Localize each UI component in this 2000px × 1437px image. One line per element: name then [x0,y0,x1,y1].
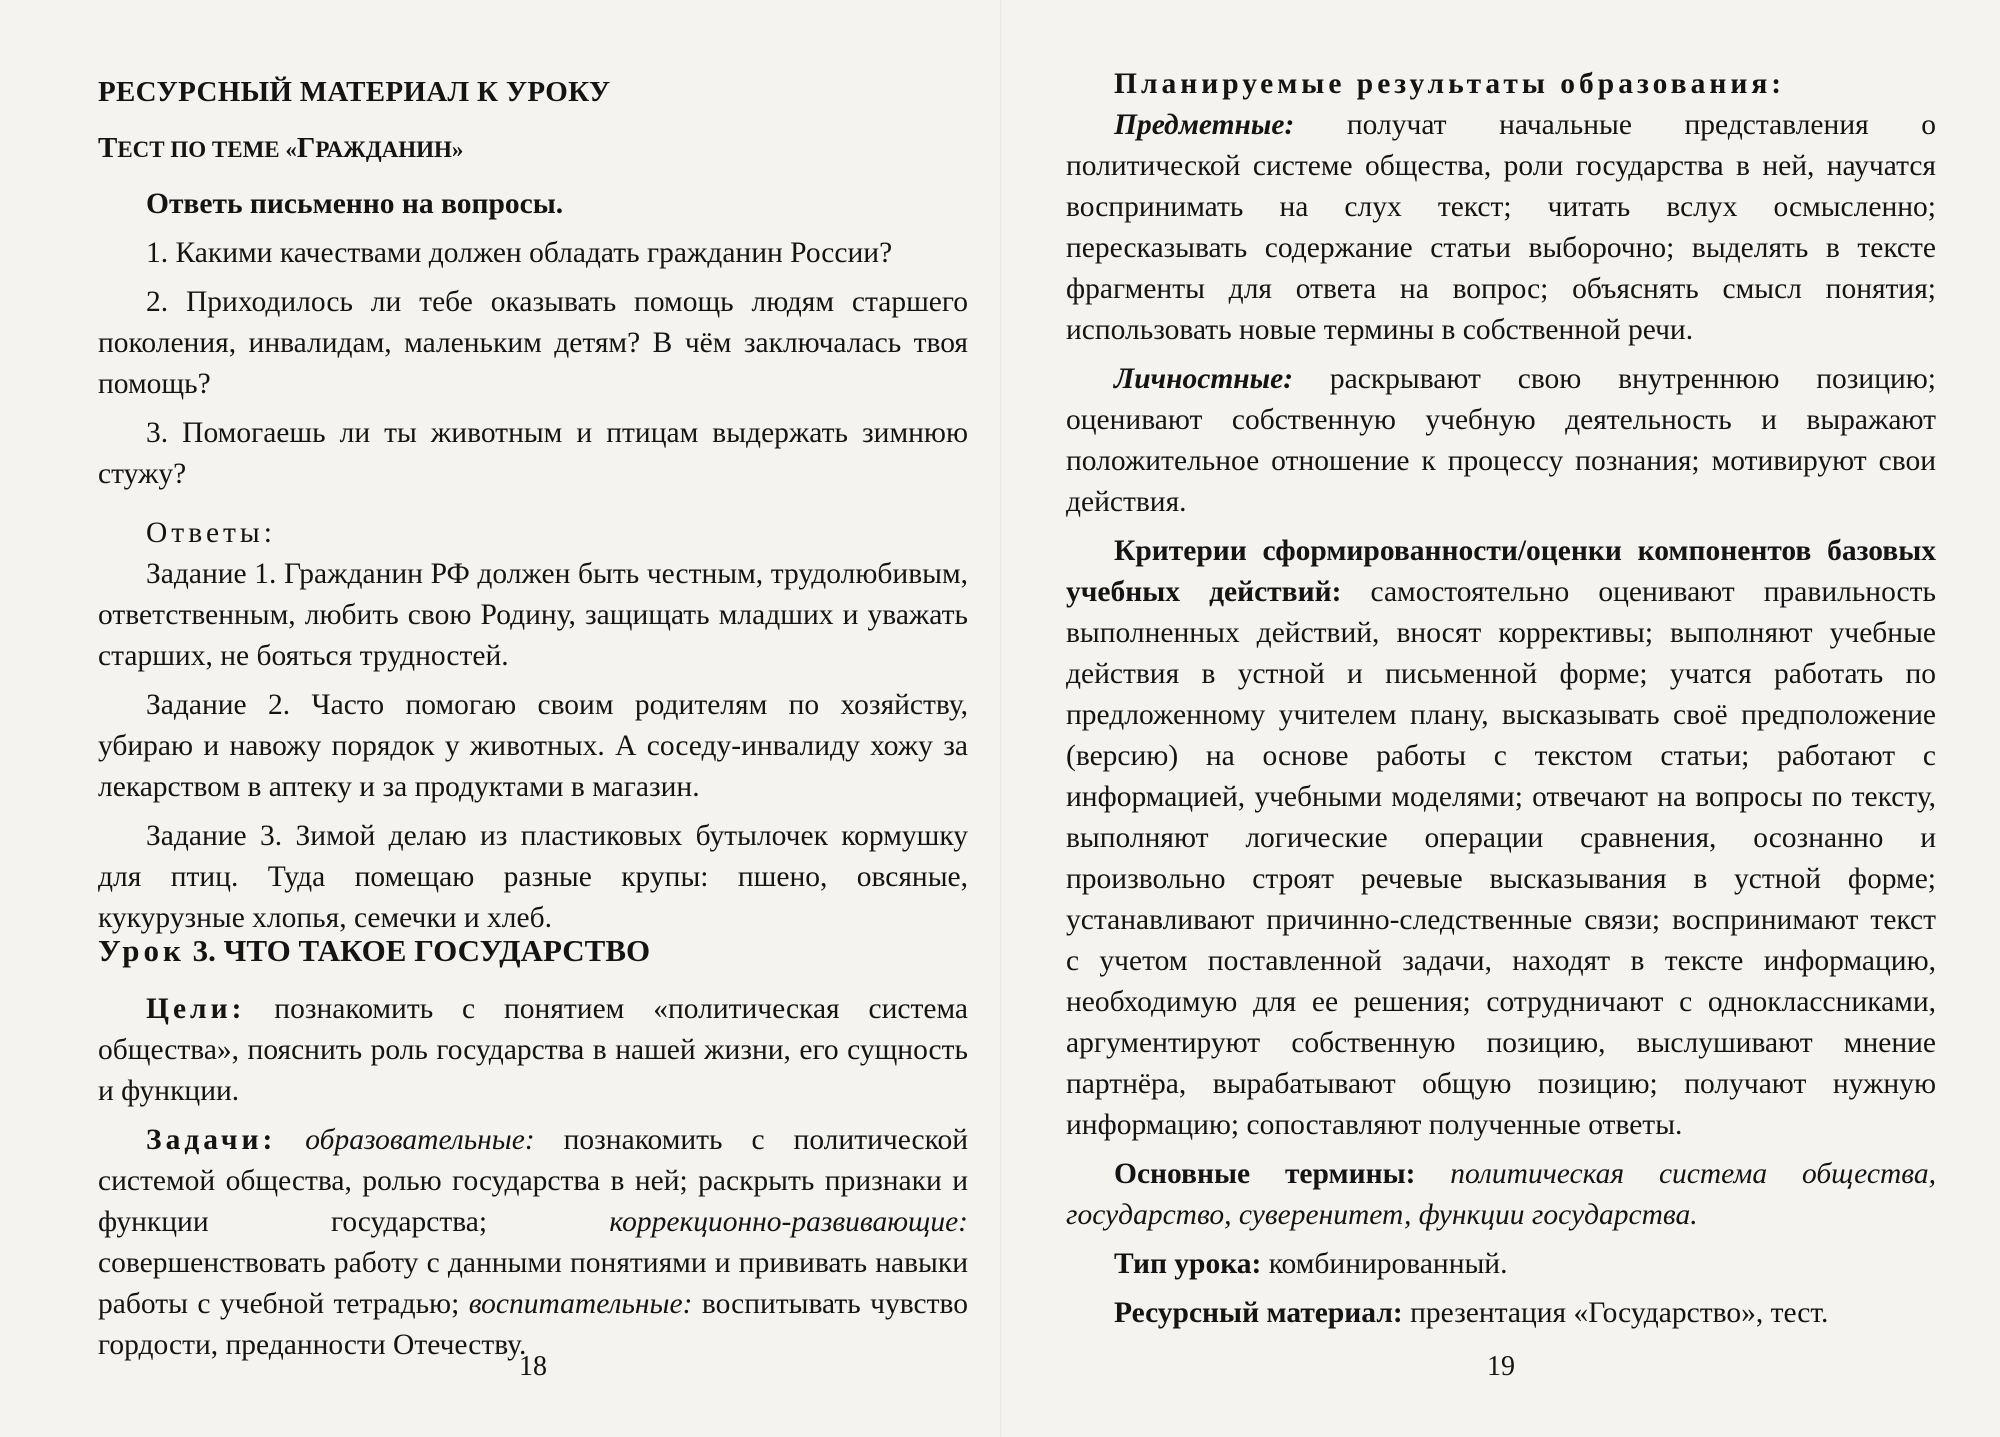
resource-text: презентация «Государство», тест. [1402,1297,1829,1329]
terms-text: политическая система общества, государство, суверенитет, функции государства. [1066,1158,1936,1231]
answer-3: Задание 3. Зимой делаю из пластиковых бутылочек кормушку для птиц. Туда помещаю разные крупы: пшено, овсяные, кукурузные хлопья, семечки и хлеб. [98,820,968,934]
tasks-edu-text: познакомить с политической системой общества, ролью государства в ней; раскрыть признаки и функции государства; [98,1124,969,1238]
answer-1: Задание 1. Гражданин РФ должен быть честным, трудолюбивым, ответственным, любить свою Родину, защищать младших и уважать старших, не бояться трудностей. [98,558,968,672]
resource-title: РЕСУРСНЫЙ МАТЕРИАЛ К УРОКУ [98,76,611,108]
goals-paragraph [98,989,968,1112]
instruction: Ответь письменно на вопросы. [146,188,564,220]
criteria-text: самостоятельно оценивают правильность выполненных действий, вносят коррективы; выполняют учебные действия в устной и письменной форме; учатся работать по предложенному учителем плану, высказывать своё предположение (версию) на основе работы с текстом статьи; работают с информацией, учебными моделями; отвечают на вопросы по тексту, выполняют логические операции сравнения, осознанно и произвольно строят речевые высказывания в устной форме; устанавливают причинно-следственные связи; воспринимают текст с учетом поставленной задачи, находят в тексте информацию, необходимую для ее решения; сотрудничают с одноклассниками, аргументируют собственную позицию, выслушивают мнение партнёра, вырабатывают общую позицию; получают нужную информацию; сопоставляют полученные ответы. [1066,576,1936,1141]
personal-paragraph [1066,359,1936,523]
tasks-vosp-text: воспитывать чувство гордости, преданности Отечеству. [98,1288,968,1361]
answer-2: Задание 2. Часто помогаю своим родителям по хозяйству, убираю и навожу порядок у животных. А соседу-инвалиду хожу за лекарством в аптеку и за продуктами в магазин. [98,689,968,803]
goals-text: познакомить с понятием «политическая система общества», пояснить роль государства в нашей жизни, его сущность и функции. [98,993,968,1107]
test-title [98,128,968,170]
personal-text: раскрывают свою внутреннюю позицию; оценивают собственную учебную деятельность и выражают положительное отношение к процессу познания; мотивируют свои действия. [1066,363,1936,518]
resource-paragraph [1066,1293,1936,1334]
tasks-vosp-label: воспитательные: [468,1288,693,1320]
type-text: комбинированный. [1261,1248,1508,1280]
criteria-label: Критерии сформированности/оценки компонентов базовых учебных действий: [1066,535,1936,608]
subject-text: получат начальные представления о политической системе общества, роли государства в ней, научатся воспринимать на слух текст; читать вслух осмысленно; пересказывать содержание статьи выборочно; выделять в тексте фрагменты для ответа на вопрос; объяснять смысл понятия; использовать новые термины в собственной речи. [1066,109,1936,346]
test-title-end: РАЖДАНИН» [315,137,464,162]
personal-label: Личностные: [1114,363,1294,395]
tasks-edu-label: образовательные: [305,1124,535,1156]
goals-label: Цели: [146,993,246,1025]
terms-label: Основные термины: [1114,1158,1416,1190]
subject-paragraph [1066,105,1936,351]
resource-label: Ресурсный материал: [1114,1297,1403,1329]
page-number-right: 19 [1487,1351,1515,1382]
type-paragraph [1066,1244,1936,1285]
lesson-name: 3. ЧТО ТАКОЕ ГОСУДАРСТВО [192,933,651,968]
question-3: 3. Помогаешь ли ты животным и птицам выдержать зимнюю стужу? [98,417,968,490]
question-1: 1. Какими качествами должен обладать гражданин России? [146,237,893,269]
subject-label: Предметные: [1114,109,1295,141]
lesson-title [98,930,968,971]
test-title-g: Г [296,132,316,164]
results-title: Планируемые результаты образования: [1114,68,1786,100]
results-block [1066,64,1936,1334]
book-fold [1000,0,1002,1437]
answers-label: Ответы: [146,517,276,549]
terms-paragraph [1066,1154,1936,1236]
lesson-word: Урок [98,933,185,968]
test-title-part: ЕСТ ПО ТЕМЕ « [117,137,297,162]
tasks-label: Задачи: [146,1124,277,1156]
test-title-initial: Т [98,132,118,164]
criteria-paragraph [1066,531,1936,1146]
type-label: Тип урока: [1114,1248,1262,1280]
tasks-corr-label: коррекционно-развивающие: [609,1206,968,1238]
tasks-corr-text: совершенствовать работу с данными понятиями и прививать навыки работы с учебной тетрадью; [98,1247,968,1320]
page-number-left: 18 [519,1351,547,1382]
tasks-paragraph [98,1120,968,1366]
question-2: 2. Приходилось ли тебе оказывать помощь людям старшего поколения, инвалидам, маленьким детям? В чём заключалась твоя помощь? [98,286,968,400]
test-block [98,184,968,939]
lesson-block [98,930,968,1366]
